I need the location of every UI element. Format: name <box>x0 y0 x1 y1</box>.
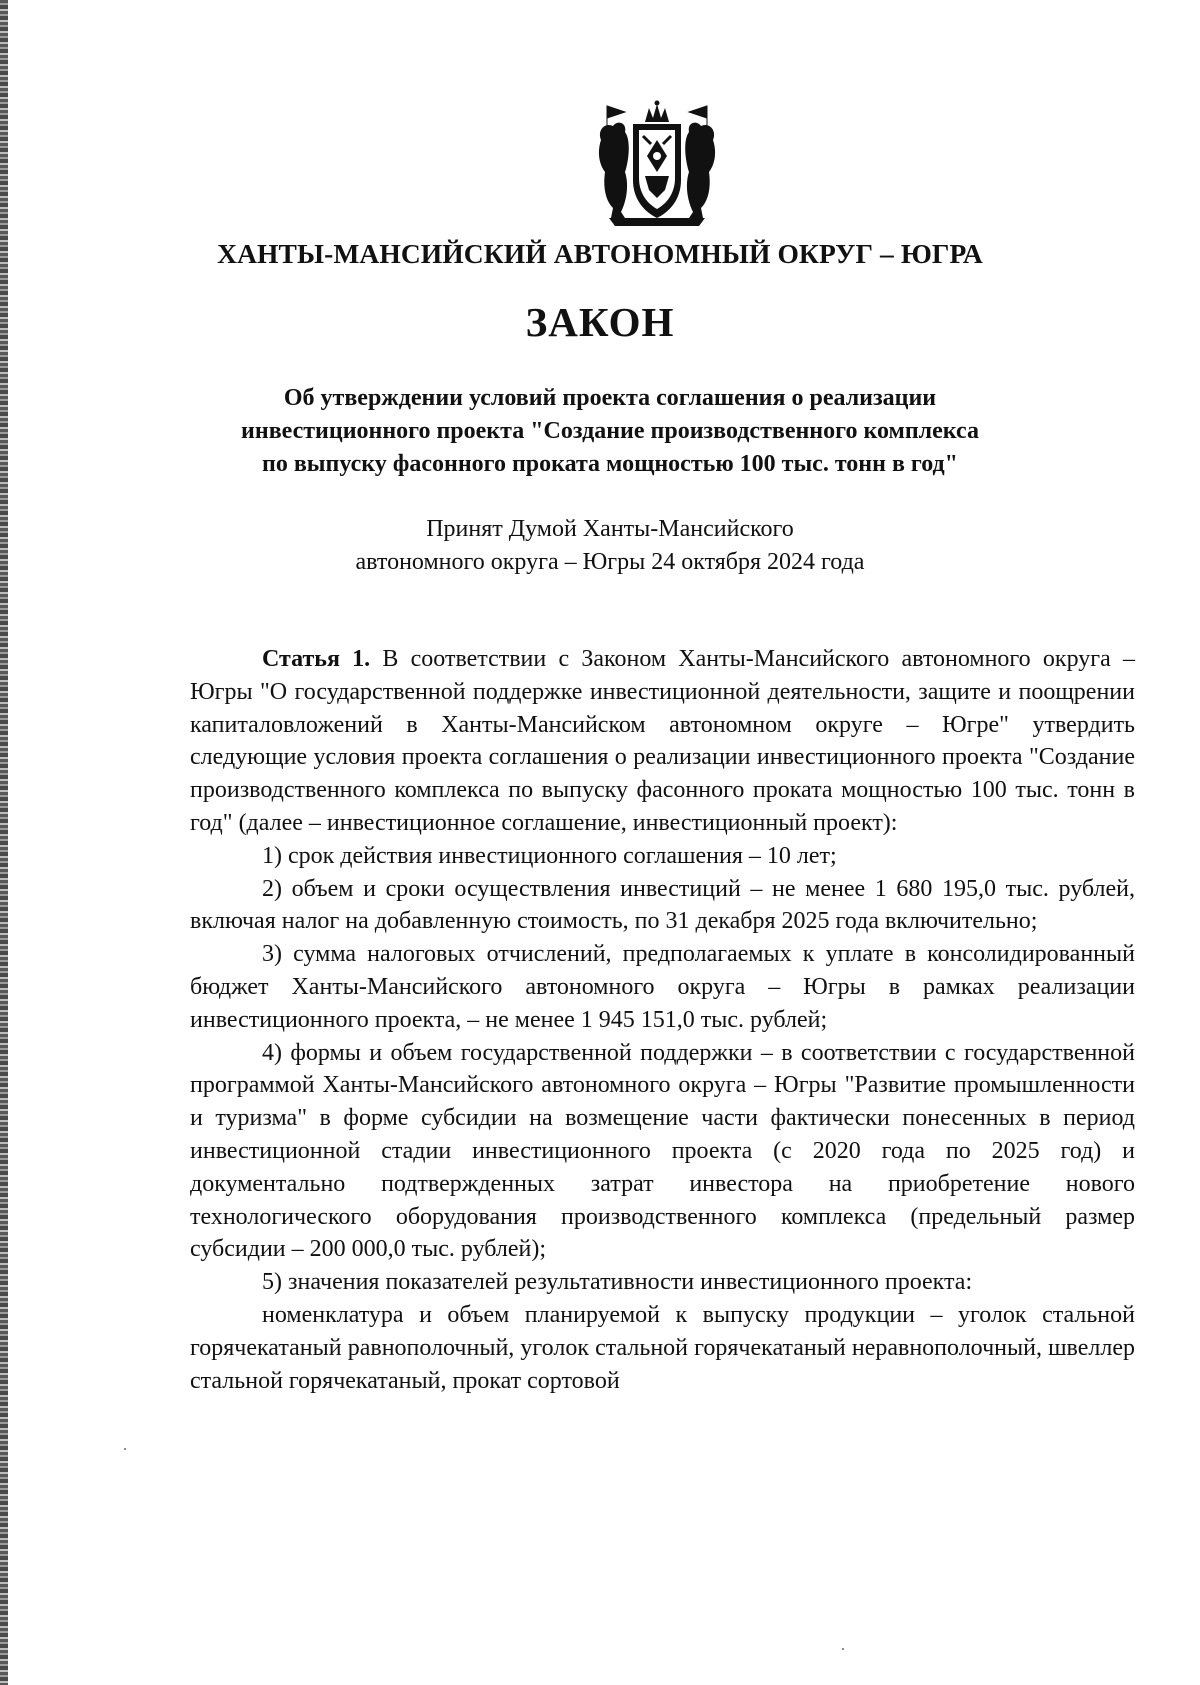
article-1-intro-paragraph <box>190 643 1135 840</box>
scan-speck <box>842 1648 844 1650</box>
subject-line: инвестиционного проекта "Создание производственного комплекса <box>241 418 979 444</box>
article-1-item: 1) срок действия инвестиционного соглашения – 10 лет; <box>262 842 837 869</box>
adoption-line: автономного округа – Югры 24 октября 2024 года <box>355 549 865 575</box>
article-1-item: 5) значения показателей результативности инвестиционного проекта: <box>262 1269 973 1296</box>
document-type-title: ЗАКОН <box>525 299 675 345</box>
adoption-line: Принят Думой Ханты-Мансийского <box>426 516 794 542</box>
article-1-item: 2) объем и сроки осуществления инвестиций – не менее 1 680 195,0 тыс. рублей, включая налог на добавленную стоимость, по 31 декабря 2025 года включительно; <box>190 875 1135 935</box>
article-1-item: номенклатура и объем планируемой к выпуску продукции – уголок стальной горячекатаный равнополочный, уголок стальной горячекатаный неравнополочный, швеллер стальной горячекатаный, прокат сортовой <box>190 1301 1135 1394</box>
article-1-label: Статья 1. <box>262 646 371 672</box>
subject-line: по выпуску фасонного проката мощностью 100 тыс. тонн в год" <box>261 451 958 477</box>
article-1-body <box>190 643 1135 1397</box>
scan-speck <box>124 1448 126 1450</box>
region-name: ХАНТЫ-МАНСИЙСКИЙ АВТОНОМНЫЙ ОКРУГ – ЮГРА <box>217 238 983 269</box>
coat-of-arms-emblem-icon <box>595 100 719 230</box>
article-1-item: 3) сумма налоговых отчислений, предполагаемых к уплате в консолидированный бюджет Ханты-Мансийского автономного округа – Югры в рамках реализации инвестиционного проекта, – не менее 1 945 151,0 тыс. рублей; <box>190 941 1135 1033</box>
adoption-note <box>150 513 1070 579</box>
subject-line: Об утверждении условий проекта соглашения о реализации <box>283 385 937 411</box>
law-subject-heading <box>150 382 1070 481</box>
article-1-intro-text: В соответствии с Законом Ханты-Мансийского автономного округа – Югры "О государственной поддержке инвестиционной деятельности, защите и поощрении капиталовложений в Ханты-Мансийском автономном округе – Югре" утвердить следующие условия проекта соглашения о реализации инвестиционного проекта "Создание производственного комплекса по выпуску фасонного проката мощностью 100 тыс. тонн в год" (далее – инвестиционное соглашение, инвестиционный проект): <box>190 646 1135 836</box>
article-1-item: 4) формы и объем государственной поддержки – в соответствии с государственной программой Ханты-Мансийского автономного округа – Югры "Развитие промышленности и туризма" в форме субсидии на возмещение части фактически понесенных в период инвестиционной стадии инвестиционного проекта (с 2020 года по 2025 год) и документально подтвержденных затрат инвестора на приобретение нового технологического оборудования производственного комплекса (предельный размер субсидии – 200 000,0 тыс. рублей); <box>190 1039 1135 1263</box>
